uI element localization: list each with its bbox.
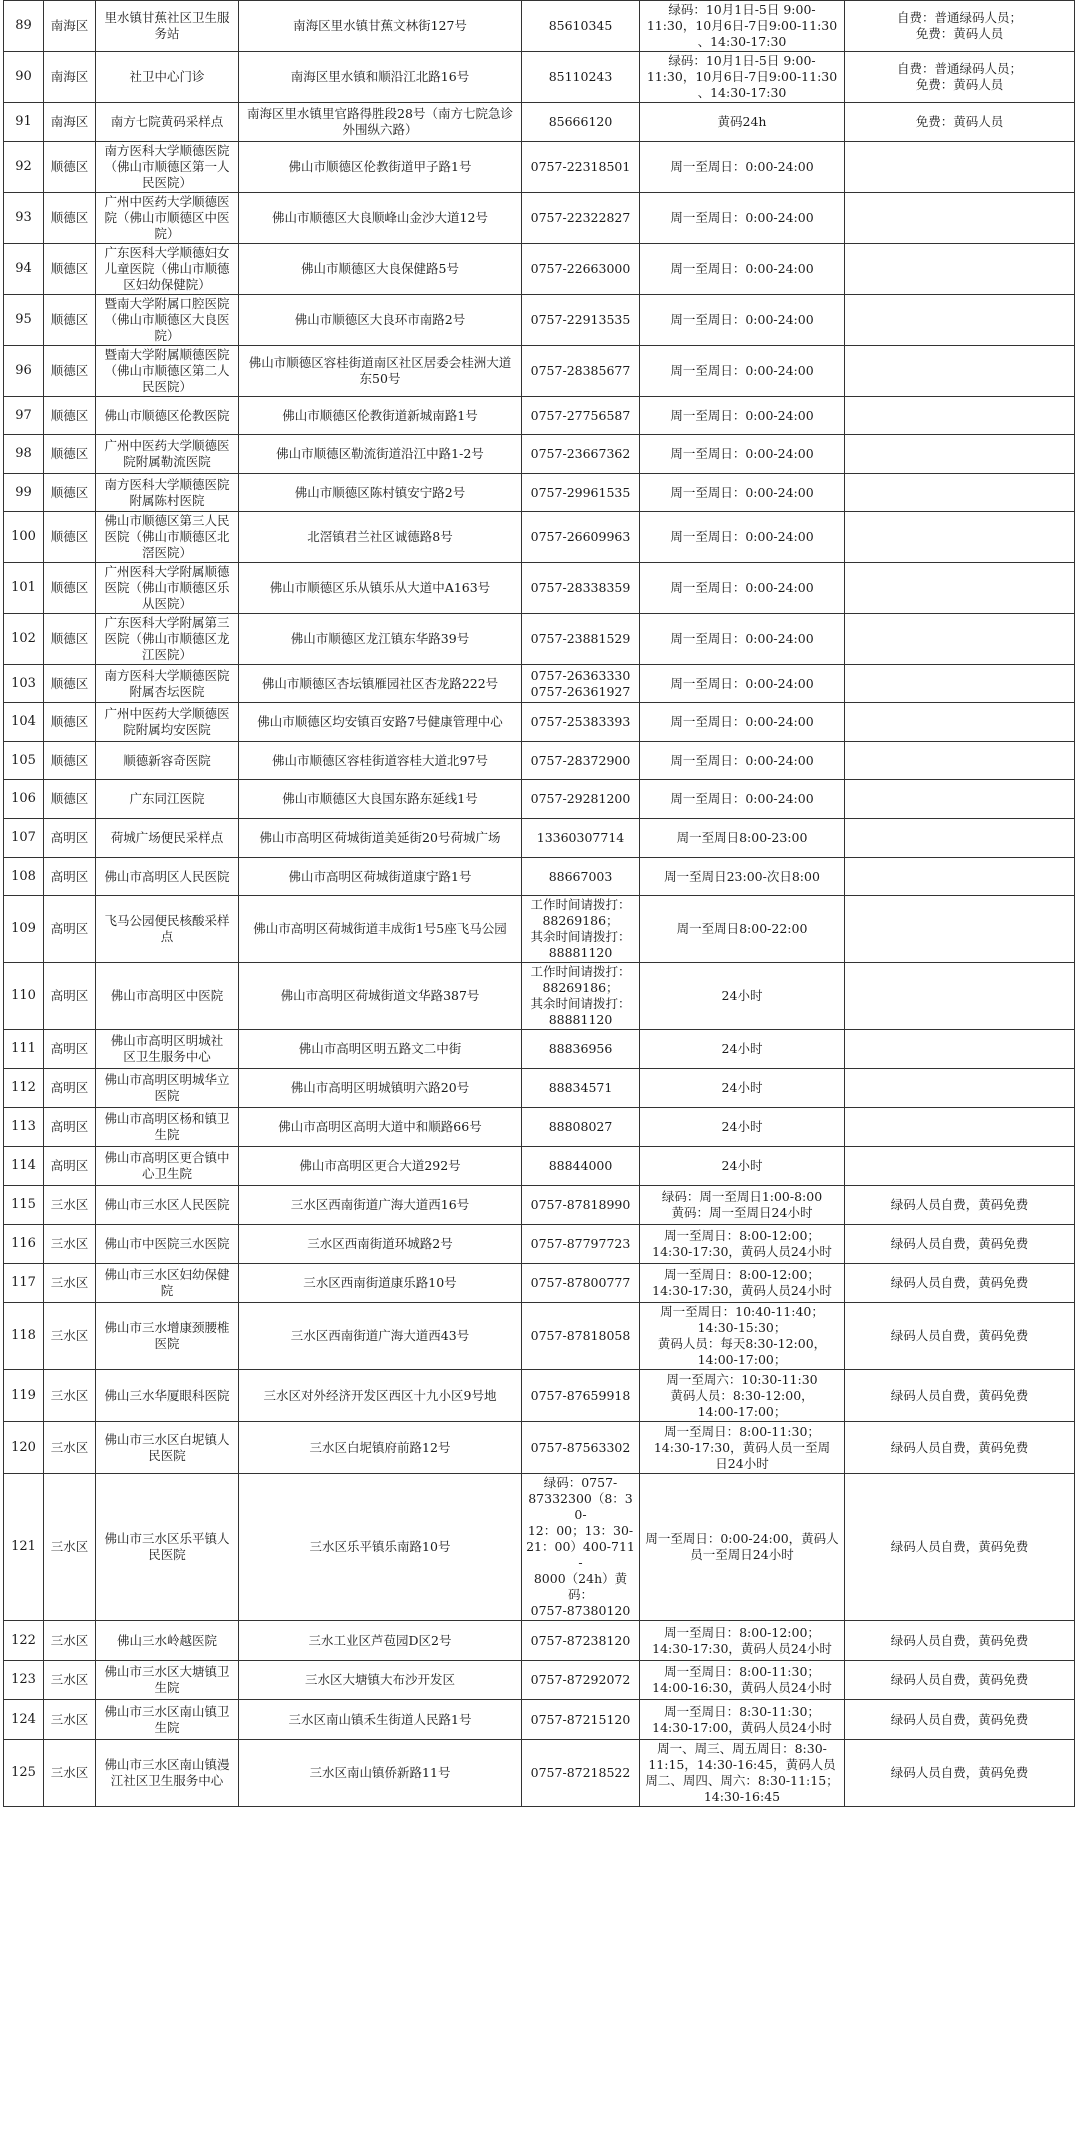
phone-cell: 0757-22318501 xyxy=(522,142,640,193)
fee-cell: 绿码人员自费，黄码免费 xyxy=(845,1370,1075,1422)
site-name-cell: 佛山市三水增康颈腰椎 医院 xyxy=(96,1303,239,1370)
row-number: 96 xyxy=(4,346,44,397)
phone-cell: 工作时间请拨打： 88269186； 其余时间请拨打： 88881120 xyxy=(522,963,640,1030)
site-name-cell: 广州中医药大学顺德医 院（佛山市顺德区中医 院） xyxy=(96,193,239,244)
hours-cell: 周一至周日：8:00-11:30； 14:30-17:30，黄码人员一至周 日24小时 xyxy=(640,1422,845,1474)
district-cell: 三水区 xyxy=(44,1700,96,1740)
phone-cell: 0757-22913535 xyxy=(522,295,640,346)
site-name-cell: 广东医科大学顺德妇女 儿童医院（佛山市顺德 区妇幼保健院） xyxy=(96,244,239,295)
phone-cell: 88834571 xyxy=(522,1069,640,1108)
address-cell: 佛山市高明区明五路文二中街 xyxy=(239,1030,522,1069)
table-row xyxy=(4,142,1075,193)
district-cell: 三水区 xyxy=(44,1186,96,1225)
row-number: 112 xyxy=(4,1069,44,1108)
table-row xyxy=(4,193,1075,244)
fee-cell: 免费：黄码人员 xyxy=(845,103,1075,142)
phone-cell: 0757-87818058 xyxy=(522,1303,640,1370)
phone-cell: 0757-27756587 xyxy=(522,397,640,435)
row-number: 100 xyxy=(4,512,44,563)
fee-cell: 绿码人员自费，黄码免费 xyxy=(845,1303,1075,1370)
address-cell: 三水区对外经济开发区西区十九小区9号地 xyxy=(239,1370,522,1422)
district-cell: 南海区 xyxy=(44,52,96,103)
address-cell: 南海区里水镇和顺沿江北路16号 xyxy=(239,52,522,103)
table-row xyxy=(4,1740,1075,1807)
hours-cell: 周一、周三、周五周日：8:30- 11:15，14:30-16:45，黄码人员 周二、周四、周六：8:30-11:15； 14:30-16:45 xyxy=(640,1740,845,1807)
address-cell: 北滘镇君兰社区诚德路8号 xyxy=(239,512,522,563)
phone-cell: 85110243 xyxy=(522,52,640,103)
site-name-cell: 社卫中心门诊 xyxy=(96,52,239,103)
address-cell: 佛山市高明区高明大道中和顺路66号 xyxy=(239,1108,522,1147)
address-cell: 三水区白坭镇府前路12号 xyxy=(239,1422,522,1474)
address-cell: 佛山市顺德区大良环市南路2号 xyxy=(239,295,522,346)
address-cell: 佛山市高明区明城镇明六路20号 xyxy=(239,1069,522,1108)
address-cell: 三水区西南街道康乐路10号 xyxy=(239,1264,522,1303)
fee-cell xyxy=(845,1108,1075,1147)
site-name-cell: 佛山市三水区南山镇漫 江社区卫生服务中心 xyxy=(96,1740,239,1807)
fee-cell xyxy=(845,614,1075,665)
row-number: 121 xyxy=(4,1474,44,1621)
row-number: 99 xyxy=(4,474,44,512)
address-cell: 三水工业区芦苞园D区2号 xyxy=(239,1621,522,1661)
phone-cell: 0757-87238120 xyxy=(522,1621,640,1661)
address-cell: 佛山市高明区荷城街道美延街20号荷城广场 xyxy=(239,819,522,858)
row-number: 93 xyxy=(4,193,44,244)
fee-cell: 绿码人员自费，黄码免费 xyxy=(845,1474,1075,1621)
phone-cell: 0757-23881529 xyxy=(522,614,640,665)
row-number: 103 xyxy=(4,665,44,703)
site-name-cell: 佛山市三水区妇幼保健 院 xyxy=(96,1264,239,1303)
phone-cell: 工作时间请拨打： 88269186； 其余时间请拨打： 88881120 xyxy=(522,896,640,963)
phone-cell: 0757-22322827 xyxy=(522,193,640,244)
row-number: 94 xyxy=(4,244,44,295)
phone-cell: 0757-29281200 xyxy=(522,780,640,819)
table-row xyxy=(4,665,1075,703)
hours-cell: 周一至周日：0:00-24:00 xyxy=(640,244,845,295)
district-cell: 南海区 xyxy=(44,103,96,142)
site-name-cell: 佛山市三水区大塘镇卫 生院 xyxy=(96,1661,239,1700)
district-cell: 三水区 xyxy=(44,1264,96,1303)
table-row xyxy=(4,1474,1075,1621)
table-row xyxy=(4,1069,1075,1108)
row-number: 123 xyxy=(4,1661,44,1700)
address-cell: 佛山市高明区荷城街道文华路387号 xyxy=(239,963,522,1030)
site-name-cell: 南方七院黄码采样点 xyxy=(96,103,239,142)
table-row xyxy=(4,703,1075,742)
address-cell: 佛山市顺德区容桂街道南区社区居委会桂洲大道 东50号 xyxy=(239,346,522,397)
row-number: 95 xyxy=(4,295,44,346)
fee-cell xyxy=(845,193,1075,244)
table-row xyxy=(4,742,1075,780)
hours-cell: 周一至周日：0:00-24:00 xyxy=(640,512,845,563)
site-name-cell: 暨南大学附属口腔医院 （佛山市顺德区大良医 院） xyxy=(96,295,239,346)
fee-cell xyxy=(845,858,1075,896)
district-cell: 三水区 xyxy=(44,1370,96,1422)
row-number: 97 xyxy=(4,397,44,435)
fee-cell: 绿码人员自费，黄码免费 xyxy=(845,1186,1075,1225)
district-cell: 顺德区 xyxy=(44,665,96,703)
district-cell: 顺德区 xyxy=(44,703,96,742)
fee-cell xyxy=(845,1030,1075,1069)
hours-cell: 周一至周日：0:00-24:00 xyxy=(640,742,845,780)
table-row xyxy=(4,1621,1075,1661)
district-cell: 顺德区 xyxy=(44,346,96,397)
address-cell: 佛山市高明区更合大道292号 xyxy=(239,1147,522,1186)
table-row xyxy=(4,512,1075,563)
phone-cell: 0757-23667362 xyxy=(522,435,640,474)
fee-cell: 绿码人员自费，黄码免费 xyxy=(845,1700,1075,1740)
row-number: 107 xyxy=(4,819,44,858)
hours-cell: 周一至周日：0:00-24:00 xyxy=(640,435,845,474)
phone-cell: 0757-29961535 xyxy=(522,474,640,512)
fee-cell xyxy=(845,474,1075,512)
hours-cell: 周一至周日：0:00-24:00 xyxy=(640,665,845,703)
row-number: 125 xyxy=(4,1740,44,1807)
address-cell: 佛山市顺德区勒流街道沿江中路1-2号 xyxy=(239,435,522,474)
phone-cell: 0757-87215120 xyxy=(522,1700,640,1740)
table-row xyxy=(4,819,1075,858)
fee-cell xyxy=(845,703,1075,742)
phone-cell: 88844000 xyxy=(522,1147,640,1186)
district-cell: 顺德区 xyxy=(44,295,96,346)
row-number: 109 xyxy=(4,896,44,963)
address-cell: 佛山市高明区荷城街道丰成街1号5座飞马公园 xyxy=(239,896,522,963)
row-number: 116 xyxy=(4,1225,44,1264)
phone-cell: 85610345 xyxy=(522,1,640,52)
fee-cell xyxy=(845,244,1075,295)
address-cell: 佛山市顺德区乐从镇乐从大道中A163号 xyxy=(239,563,522,614)
table-row xyxy=(4,780,1075,819)
fee-cell xyxy=(845,1147,1075,1186)
fee-cell xyxy=(845,1069,1075,1108)
phone-cell: 0757-87292072 xyxy=(522,1661,640,1700)
site-name-cell: 飞马公园便民核酸采样 点 xyxy=(96,896,239,963)
hours-cell: 周一至周日：8:00-12:00； 14:30-17:30，黄码人员24小时 xyxy=(640,1264,845,1303)
district-cell: 顺德区 xyxy=(44,474,96,512)
table-body xyxy=(4,1,1075,1807)
hours-cell: 周一至周日：8:30-11:30； 14:30-17:00，黄码人员24小时 xyxy=(640,1700,845,1740)
hours-cell: 周一至周日：0:00-24:00 xyxy=(640,780,845,819)
table-row xyxy=(4,346,1075,397)
site-name-cell: 佛山市中医院三水医院 xyxy=(96,1225,239,1264)
site-name-cell: 佛山市高明区明城社 区卫生服务中心 xyxy=(96,1030,239,1069)
fee-cell xyxy=(845,397,1075,435)
phone-cell: 0757-87563302 xyxy=(522,1422,640,1474)
phone-cell: 0757-87818990 xyxy=(522,1186,640,1225)
row-number: 102 xyxy=(4,614,44,665)
table-row xyxy=(4,1186,1075,1225)
site-name-cell: 佛山三水岭越医院 xyxy=(96,1621,239,1661)
fee-cell: 自费：普通绿码人员； 免费：黄码人员 xyxy=(845,1,1075,52)
table-row xyxy=(4,963,1075,1030)
hours-cell: 周一至周日：0:00-24:00 xyxy=(640,474,845,512)
district-cell: 三水区 xyxy=(44,1621,96,1661)
hours-cell: 周一至周日：8:00-12:00； 14:30-17:30，黄码人员24小时 xyxy=(640,1621,845,1661)
table-row xyxy=(4,435,1075,474)
fee-cell: 绿码人员自费，黄码免费 xyxy=(845,1264,1075,1303)
row-number: 117 xyxy=(4,1264,44,1303)
row-number: 119 xyxy=(4,1370,44,1422)
hours-cell: 周一至周日：0:00-24:00 xyxy=(640,563,845,614)
address-cell: 三水区南山镇禾生街道人民路1号 xyxy=(239,1700,522,1740)
site-name-cell: 佛山市高明区人民医院 xyxy=(96,858,239,896)
fee-cell: 自费：普通绿码人员； 免费：黄码人员 xyxy=(845,52,1075,103)
hours-cell: 黄码24h xyxy=(640,103,845,142)
district-cell: 顺德区 xyxy=(44,397,96,435)
district-cell: 三水区 xyxy=(44,1225,96,1264)
phone-cell: 绿码：0757- 87332300（8：30- 12：00；13：30- 21：00）400-711- 8000（24h）黄码： 0757-87380120 xyxy=(522,1474,640,1621)
hours-cell: 24小时 xyxy=(640,963,845,1030)
phone-cell: 0757-26363330 0757-26361927 xyxy=(522,665,640,703)
site-name-cell: 广州中医药大学顺德医 院附属均安医院 xyxy=(96,703,239,742)
fee-cell xyxy=(845,435,1075,474)
fee-cell xyxy=(845,963,1075,1030)
district-cell: 顺德区 xyxy=(44,563,96,614)
table-row xyxy=(4,103,1075,142)
site-name-cell: 佛山市顺德区第三人民 医院（佛山市顺德区北 滘医院） xyxy=(96,512,239,563)
fee-cell xyxy=(845,512,1075,563)
hours-cell: 绿码：10月1日-5日 9:00- 11:30，10月6日-7日9:00-11:30 、14:30-17:30 xyxy=(640,1,845,52)
row-number: 114 xyxy=(4,1147,44,1186)
district-cell: 顺德区 xyxy=(44,614,96,665)
address-cell: 三水区南山镇侨新路11号 xyxy=(239,1740,522,1807)
row-number: 113 xyxy=(4,1108,44,1147)
hours-cell: 周一至周日：8:00-11:30； 14:00-16:30，黄码人员24小时 xyxy=(640,1661,845,1700)
hours-cell: 24小时 xyxy=(640,1069,845,1108)
district-cell: 顺德区 xyxy=(44,512,96,563)
site-name-cell: 佛山市高明区更合镇中 心卫生院 xyxy=(96,1147,239,1186)
site-name-cell: 广东医科大学附属第三 医院（佛山市顺德区龙 江医院） xyxy=(96,614,239,665)
table-row xyxy=(4,1264,1075,1303)
fee-cell xyxy=(845,780,1075,819)
site-name-cell: 广东同江医院 xyxy=(96,780,239,819)
address-cell: 佛山市顺德区陈村镇安宁路2号 xyxy=(239,474,522,512)
hours-cell: 绿码：10月1日-5日 9:00- 11:30，10月6日-7日9:00-11:30 、14:30-17:30 xyxy=(640,52,845,103)
district-cell: 顺德区 xyxy=(44,742,96,780)
fee-cell xyxy=(845,665,1075,703)
row-number: 92 xyxy=(4,142,44,193)
district-cell: 高明区 xyxy=(44,1069,96,1108)
address-cell: 佛山市顺德区伦教街道甲子路1号 xyxy=(239,142,522,193)
phone-cell: 0757-28372900 xyxy=(522,742,640,780)
site-name-cell: 佛山市高明区明城华立 医院 xyxy=(96,1069,239,1108)
table-row xyxy=(4,1303,1075,1370)
hours-cell: 周一至周日：0:00-24:00 xyxy=(640,295,845,346)
phone-cell: 0757-87659918 xyxy=(522,1370,640,1422)
site-name-cell: 佛山市顺德区伦教医院 xyxy=(96,397,239,435)
fee-cell: 绿码人员自费，黄码免费 xyxy=(845,1661,1075,1700)
site-name-cell: 广州医科大学附属顺德 医院（佛山市顺德区乐 从医院） xyxy=(96,563,239,614)
phone-cell: 88808027 xyxy=(522,1108,640,1147)
hours-cell: 周一至周日：0:00-24:00 xyxy=(640,142,845,193)
site-name-cell: 顺德新容奇医院 xyxy=(96,742,239,780)
hours-cell: 周一至周日：0:00-24:00 xyxy=(640,346,845,397)
address-cell: 三水区西南街道环城路2号 xyxy=(239,1225,522,1264)
table-row xyxy=(4,1661,1075,1700)
row-number: 115 xyxy=(4,1186,44,1225)
address-cell: 佛山市顺德区大良顺峰山金沙大道12号 xyxy=(239,193,522,244)
row-number: 124 xyxy=(4,1700,44,1740)
row-number: 98 xyxy=(4,435,44,474)
table-row xyxy=(4,614,1075,665)
site-name-cell: 荷城广场便民采样点 xyxy=(96,819,239,858)
phone-cell: 0757-28338359 xyxy=(522,563,640,614)
row-number: 122 xyxy=(4,1621,44,1661)
district-cell: 顺德区 xyxy=(44,193,96,244)
table-row xyxy=(4,1422,1075,1474)
address-cell: 三水区乐平镇乐南路10号 xyxy=(239,1474,522,1621)
row-number: 118 xyxy=(4,1303,44,1370)
hours-cell: 24小时 xyxy=(640,1108,845,1147)
district-cell: 高明区 xyxy=(44,1030,96,1069)
site-name-cell: 佛山三水华厦眼科医院 xyxy=(96,1370,239,1422)
site-name-cell: 佛山市三水区乐平镇人 民医院 xyxy=(96,1474,239,1621)
fee-cell xyxy=(845,563,1075,614)
hours-cell: 周一至周日：8:00-12:00； 14:30-17:30，黄码人员24小时 xyxy=(640,1225,845,1264)
table-row xyxy=(4,244,1075,295)
table-row xyxy=(4,1108,1075,1147)
fee-cell xyxy=(845,896,1075,963)
row-number: 90 xyxy=(4,52,44,103)
hours-cell: 周一至周六：10:30-11:30 黄码人员：8:30-12:00， 14:00-17:00； xyxy=(640,1370,845,1422)
hours-cell: 周一至周日：0:00-24:00 xyxy=(640,193,845,244)
table-row xyxy=(4,397,1075,435)
site-name-cell: 南方医科大学顺德医院 （佛山市顺德区第一人 民医院） xyxy=(96,142,239,193)
table-row xyxy=(4,896,1075,963)
row-number: 110 xyxy=(4,963,44,1030)
fee-cell xyxy=(845,819,1075,858)
district-cell: 高明区 xyxy=(44,1108,96,1147)
address-cell: 三水区大塘镇大布沙开发区 xyxy=(239,1661,522,1700)
table-row xyxy=(4,1370,1075,1422)
row-number: 101 xyxy=(4,563,44,614)
district-cell: 高明区 xyxy=(44,963,96,1030)
table-row xyxy=(4,858,1075,896)
address-cell: 佛山市顺德区大良保健路5号 xyxy=(239,244,522,295)
hours-cell: 24小时 xyxy=(640,1030,845,1069)
phone-cell: 0757-87797723 xyxy=(522,1225,640,1264)
hours-cell: 周一至周日8:00-22:00 xyxy=(640,896,845,963)
row-number: 120 xyxy=(4,1422,44,1474)
row-number: 89 xyxy=(4,1,44,52)
phone-cell: 0757-87800777 xyxy=(522,1264,640,1303)
hours-cell: 周一至周日8:00-23:00 xyxy=(640,819,845,858)
table-row xyxy=(4,52,1075,103)
fee-cell: 绿码人员自费，黄码免费 xyxy=(845,1621,1075,1661)
phone-cell: 0757-26609963 xyxy=(522,512,640,563)
phone-cell: 85666120 xyxy=(522,103,640,142)
district-cell: 南海区 xyxy=(44,1,96,52)
testing-sites-table xyxy=(3,0,1075,1807)
hours-cell: 周一至周日：0:00-24:00 xyxy=(640,614,845,665)
row-number: 108 xyxy=(4,858,44,896)
address-cell: 南海区里水镇里官路得胜段28号（南方七院急诊 外围纵六路） xyxy=(239,103,522,142)
table-row xyxy=(4,1030,1075,1069)
district-cell: 顺德区 xyxy=(44,780,96,819)
table-row xyxy=(4,563,1075,614)
district-cell: 三水区 xyxy=(44,1740,96,1807)
district-cell: 顺德区 xyxy=(44,435,96,474)
table-row xyxy=(4,1700,1075,1740)
address-cell: 佛山市顺德区伦教街道新城南路1号 xyxy=(239,397,522,435)
fee-cell xyxy=(845,142,1075,193)
fee-cell: 绿码人员自费，黄码免费 xyxy=(845,1225,1075,1264)
address-cell: 南海区里水镇甘蕉文林街127号 xyxy=(239,1,522,52)
address-cell: 三水区西南街道广海大道西16号 xyxy=(239,1186,522,1225)
address-cell: 佛山市顺德区杏坛镇雁园社区杏龙路222号 xyxy=(239,665,522,703)
site-name-cell: 广州中医药大学顺德医 院附属勒流医院 xyxy=(96,435,239,474)
phone-cell: 88836956 xyxy=(522,1030,640,1069)
address-cell: 佛山市高明区荷城街道康宁路1号 xyxy=(239,858,522,896)
district-cell: 三水区 xyxy=(44,1661,96,1700)
phone-cell: 0757-28385677 xyxy=(522,346,640,397)
table-row xyxy=(4,1147,1075,1186)
hours-cell: 周一至周日：0:00-24:00 xyxy=(640,397,845,435)
fee-cell xyxy=(845,346,1075,397)
district-cell: 高明区 xyxy=(44,819,96,858)
address-cell: 佛山市顺德区容桂街道容桂大道北97号 xyxy=(239,742,522,780)
table-row xyxy=(4,1225,1075,1264)
site-name-cell: 南方医科大学顺德医院 附属杏坛医院 xyxy=(96,665,239,703)
district-cell: 高明区 xyxy=(44,858,96,896)
site-name-cell: 暨南大学附属顺德医院 （佛山市顺德区第二人 民医院） xyxy=(96,346,239,397)
site-name-cell: 佛山市三水区人民医院 xyxy=(96,1186,239,1225)
fee-cell: 绿码人员自费，黄码免费 xyxy=(845,1740,1075,1807)
site-name-cell: 佛山市高明区杨和镇卫 生院 xyxy=(96,1108,239,1147)
district-cell: 三水区 xyxy=(44,1303,96,1370)
site-name-cell: 里水镇甘蕉社区卫生服务站 xyxy=(96,1,239,52)
row-number: 105 xyxy=(4,742,44,780)
phone-cell: 0757-25383393 xyxy=(522,703,640,742)
phone-cell: 88667003 xyxy=(522,858,640,896)
hours-cell: 绿码：周一至周日1:00-8:00 黄码：周一至周日24小时 xyxy=(640,1186,845,1225)
hours-cell: 周一至周日：0:00-24:00 xyxy=(640,703,845,742)
row-number: 111 xyxy=(4,1030,44,1069)
phone-cell: 13360307714 xyxy=(522,819,640,858)
district-cell: 三水区 xyxy=(44,1474,96,1621)
fee-cell: 绿码人员自费，黄码免费 xyxy=(845,1422,1075,1474)
site-name-cell: 佛山市三水区白坭镇人 民医院 xyxy=(96,1422,239,1474)
address-cell: 佛山市顺德区龙江镇东华路39号 xyxy=(239,614,522,665)
district-cell: 高明区 xyxy=(44,1147,96,1186)
table-row xyxy=(4,474,1075,512)
fee-cell xyxy=(845,742,1075,780)
address-cell: 佛山市顺德区大良国东路东延线1号 xyxy=(239,780,522,819)
hours-cell: 周一至周日：10:40-11:40； 14:30-15:30； 黄码人员：每天8:30-12:00， 14:00-17:00； xyxy=(640,1303,845,1370)
district-cell: 顺德区 xyxy=(44,244,96,295)
address-cell: 三水区西南街道广海大道西43号 xyxy=(239,1303,522,1370)
table-row xyxy=(4,295,1075,346)
site-name-cell: 南方医科大学顺德医院 附属陈村医院 xyxy=(96,474,239,512)
phone-cell: 0757-22663000 xyxy=(522,244,640,295)
row-number: 106 xyxy=(4,780,44,819)
site-name-cell: 佛山市三水区南山镇卫 生院 xyxy=(96,1700,239,1740)
fee-cell xyxy=(845,295,1075,346)
hours-cell: 周一至周日23:00-次日8:00 xyxy=(640,858,845,896)
row-number: 91 xyxy=(4,103,44,142)
table-row xyxy=(4,1,1075,52)
phone-cell: 0757-87218522 xyxy=(522,1740,640,1807)
district-cell: 顺德区 xyxy=(44,142,96,193)
hours-cell: 24小时 xyxy=(640,1147,845,1186)
row-number: 104 xyxy=(4,703,44,742)
site-name-cell: 佛山市高明区中医院 xyxy=(96,963,239,1030)
district-cell: 三水区 xyxy=(44,1422,96,1474)
district-cell: 高明区 xyxy=(44,896,96,963)
hours-cell: 周一至周日：0:00-24:00，黄码人 员一至周日24小时 xyxy=(640,1474,845,1621)
address-cell: 佛山市顺德区均安镇百安路7号健康管理中心 xyxy=(239,703,522,742)
